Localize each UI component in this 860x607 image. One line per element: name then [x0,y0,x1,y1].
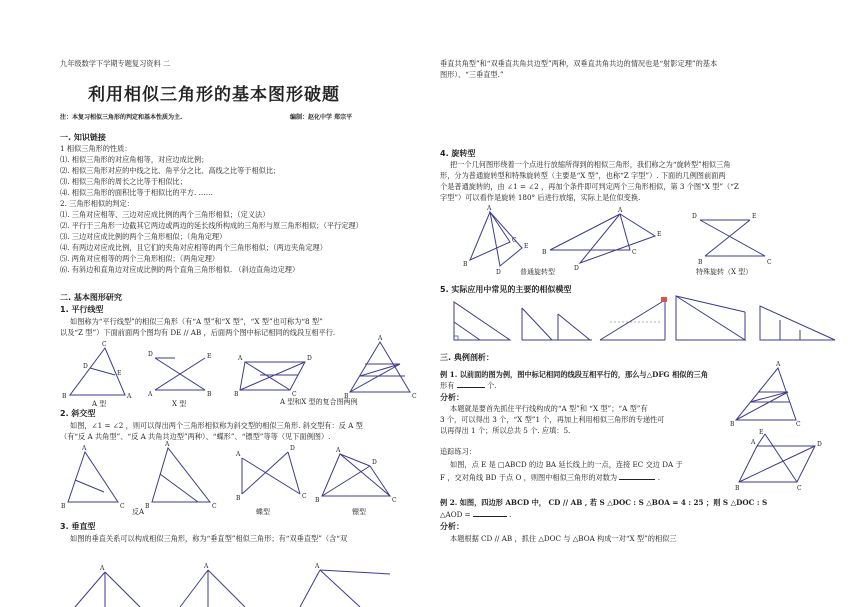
svg-text:C: C [392,497,397,504]
oblique-text: 如图，∠1 = ∠2 ，则可以得出两个三角形相似称为斜交型的相似三角形. 斜交型有：反 A 型 [70,421,363,430]
rotation-line: 把一个几何图形绕着一个点进行放缩所得到的相似三角形，我们称之为“旋转型”相似三角 [450,160,731,169]
practice-figure [735,429,825,492]
svg-text:A: A [336,447,341,454]
app-figure-3 [600,297,667,340]
composite-figure-2 [344,335,417,400]
application-heading: 5. 实际应用中常见的主要的相似模型 [440,285,572,294]
svg-text:B: B [463,261,468,268]
svg-text:E: E [117,370,122,377]
example-1-line [440,380,496,391]
reverse-a-figure-1 [61,445,125,510]
rotation-figure-3 [692,213,772,266]
example-1-text: 形有 [440,381,455,390]
reverse-a-figure-2 [145,441,217,510]
svg-text:D: D [290,445,295,452]
perp-figure-3 [300,563,390,607]
svg-text:A: A [100,565,105,572]
svg-text:D: D [148,351,153,358]
practice-label: 追踪练习： [440,447,476,456]
svg-text:E: E [207,353,212,360]
butterfly-figure [235,445,307,502]
note: 注：本复习相似三角形的判定和基本性质为主. [60,114,183,121]
oblique-text: （有“反 A 共角型”、“反 A 共角共边型”两种）、“蝶形”、“镖型”等等（见下面例图）. [60,432,331,441]
svg-text:C: C [632,249,637,256]
application-figures [440,292,840,346]
svg-text:D: D [372,459,377,466]
perpendicular-cont: 图形）、“三垂直型.” [440,70,504,79]
knowledge-line: ⑸. 两角对应相等的两个三角形相似；（两角定理） [60,254,220,263]
practice-text: F ，交对角线 BD 于点 O ，则图中相似三角形的对数为 [440,473,618,482]
knowledge-line: ⑹. 有斜边和直角边对应成比例的两个直角三角形相似. （斜边直角边定理） [60,265,300,274]
app-figure-4 [676,296,745,340]
svg-text:C: C [796,421,801,428]
svg-text:A: A [236,451,241,458]
svg-text:B: B [234,391,239,398]
svg-text:B: B [542,249,547,256]
analysis-text: 以再得出 1 个；所以总共 5 个. 应填：5. [440,426,571,435]
svg-text:D: D [307,355,312,362]
perpendicular-text: 如图的垂直关系可以构成相似三角形，称为“垂直型”相似三角形；有“双垂直型”（含“双 [70,534,348,543]
composite-figure-1 [234,355,312,398]
dart-figure [315,447,397,504]
x-type-figure [147,351,212,398]
parallel-text: 如图称为“平行线型”的相似三角形（有“A 型”和“X 型”，“X 型”也可称为“8 型” [70,317,323,326]
caption-reverse-a: 反A [132,508,145,516]
knowledge-line: ⑴. 三角对应相等、三边对应成比例的两个三角形相似；（定义法） [60,210,270,219]
app-figure-1 [454,302,510,340]
rotation-line: 字型”）可以看作是旋转 180° 后进行放缩，实际上是位似变换. [440,193,641,202]
svg-text:A: A [204,563,209,570]
svg-text:D: D [496,269,501,276]
section-2-heading: 二. 基本图形研究 [60,293,122,302]
svg-text:A: A [487,205,492,212]
analysis-label: 分析： [440,522,464,531]
svg-text:C: C [412,393,417,400]
rotation-line: 形，分为普通旋转型和特殊旋转型（主要是“X 型”，也称“Z 字型”）. 下面的几例图前面两 [440,171,726,180]
knowledge-line: ⑴. 相似三角形的对应角相等，对应边成比例； [60,155,209,164]
svg-text:C: C [797,485,802,492]
svg-text:B: B [236,495,241,502]
section-1-heading: 一. 知识链接 [60,133,106,142]
knowledge-line: ⑶. 相似三角形的周长之比等于相似比； [60,177,187,186]
perp-figure-2 [180,563,245,607]
svg-text:D: D [817,441,822,448]
svg-text:A: A [751,439,756,446]
example-2-line [440,497,767,508]
knowledge-line: ⑵. 平行于三角形一边截其它两边或两边的延长线所构成的三角形与原三角形相似；（平行定理） [60,221,363,230]
svg-text:A: A [148,391,153,398]
svg-text:A: A [165,441,170,448]
oblique-heading: 2. 斜交型 [60,409,96,418]
rotation-heading: 4. 旋转型 [440,149,476,158]
parallel-text: 以及“Z 型”）下面前面两个图均有 DE // AB ，后面两个图中标记相同的线段互相平行. [60,328,336,337]
svg-text:C: C [512,237,517,244]
knowledge-line: 1 相似三角形的性质： [60,144,132,153]
knowledge-line: 2. 三角形相似的判定： [60,199,134,208]
svg-text:C: C [302,493,307,500]
perpendicular-cont: 垂直共角型”和“双垂直共角共边型”两种，双垂直共角共边的情况也是“射影定理”的基本 [440,59,718,68]
svg-text:C: C [767,259,772,266]
rotation-figures [460,205,800,280]
svg-text:B: B [698,259,703,266]
svg-text:B: B [62,393,67,400]
svg-text:A: A [776,361,781,368]
svg-text:C: C [212,503,217,510]
svg-text:A: A [378,335,383,342]
answer-blank[interactable] [457,387,485,388]
rotation-line: 个是普通旋转的，由 ∠1 = ∠2 ，再加个条件即可判定两个三角形相似，第 3 个图“X 型”（“Z [440,182,739,191]
rotation-text [440,159,739,203]
app-figure-2 [522,308,592,340]
analysis-label: 分析： [440,393,464,402]
answer-blank[interactable] [619,479,655,480]
perp-figure-1 [75,565,140,607]
example-1-text: 例 1. 以前面的图为例，图中标记相同的线段互相平行的，那么与△DFG 相似的三角 [440,370,709,379]
caption-dart: 镖型 [352,508,366,516]
svg-text:E: E [657,231,662,238]
oblique-figures [60,441,420,516]
perpendicular-heading: 3. 垂直型 [60,522,96,531]
knowledge-line: ⑷. 有两边对应成比例，且它们的夹角对应相等的两个三角形相似；（两边夹角定理） [60,243,327,252]
knowledge-line: ⑶. 三边对应成比例的两个三角形相似；（角角定理） [60,232,227,241]
practice-text: 如图，点 E 是 □ABCD 的边 BA 延长线上的一点，连接 EC 交边 DA 于 [450,460,683,469]
example-2-text: △AOD = [440,510,471,519]
svg-text:B: B [315,497,320,504]
flag-icon [661,297,667,302]
svg-text:B: B [145,503,150,510]
svg-text:E: E [524,243,529,250]
parallel-heading: 1. 平行线型 [60,305,104,314]
svg-text:C: C [292,391,297,398]
example-2-line [440,509,512,520]
perpendicular-figures [60,560,420,607]
caption-butterfly: 蝶型 [256,508,270,516]
example-1-figure [730,361,801,428]
svg-text:B: B [730,421,735,428]
course-label: 九年级数学下学期专题复习资料 二 [60,59,171,68]
page-title: 利用相似三角形的基本图形破题 [88,85,340,105]
rotation-figure-1 [463,205,528,276]
svg-text:C: C [120,503,125,510]
knowledge-list [60,143,363,275]
example-1-line [440,369,708,380]
analysis-text: 本题就是要首先抓住平行线构成的“A 型”和 “X 型”；“A 型”有 [450,404,648,413]
analysis-text: 本题根据 CD // AB ，抓住 △DOC 与 △BOA 构成一对“X 型”的相似三 [450,534,677,543]
app-figure-5 [760,306,835,340]
analysis-text: 3 个，可以得出 3 个，“X 型”1 个，再加上利用相似三角形的专递性可 [440,415,665,424]
example-1-text: 个. [486,381,497,390]
svg-text:D: D [574,265,579,272]
knowledge-line: ⑷. 相似三角形的面积比等于相似比的平方. …… [60,188,213,197]
practice-line [440,472,660,483]
example-2-text: . [509,510,512,519]
section-3-heading: 三. 典例剖析： [440,353,494,362]
svg-text:A: A [238,355,243,362]
answer-blank[interactable] [473,516,507,517]
svg-text:C: C [102,341,107,348]
caption-composite: A 型和X 型的复合图两例 [280,398,358,406]
svg-text:D: D [692,213,697,220]
parallel-figures [60,335,420,408]
svg-text:A: A [315,563,320,570]
svg-text:B: B [207,391,212,398]
svg-text:B: B [61,503,66,510]
a-type-figure [62,341,132,400]
rotation-figure-2 [542,207,661,272]
svg-text:D: D [83,363,88,370]
caption-x-type: X 型 [172,400,187,408]
caption-a-type: A 型 [92,400,107,408]
practice-text: . [657,473,660,482]
author: 编制：赵化中学 郑宗平 [290,114,353,121]
svg-text:E: E [759,429,764,436]
example-2-text: 例 2. 如图，四边形 ABCD 中， CD // AB , 若 S △DOC : S △BOA = 4 : 25 ；则 S △DOC : S [440,498,768,507]
svg-text:A: A [127,393,132,400]
svg-text:A: A [618,207,623,214]
caption-normal-rotation: 普通旋转型 [520,268,555,276]
svg-text:B: B [344,393,349,400]
knowledge-line: ⑵. 相似三角形对应的中线之比、角平分之比、高线之比等于相似比； [60,166,281,175]
svg-text:A: A [82,445,87,452]
svg-text:B: B [735,485,740,492]
svg-text:E: E [752,213,757,220]
caption-special-rotation: 特殊旋转（X 型） [696,268,753,276]
